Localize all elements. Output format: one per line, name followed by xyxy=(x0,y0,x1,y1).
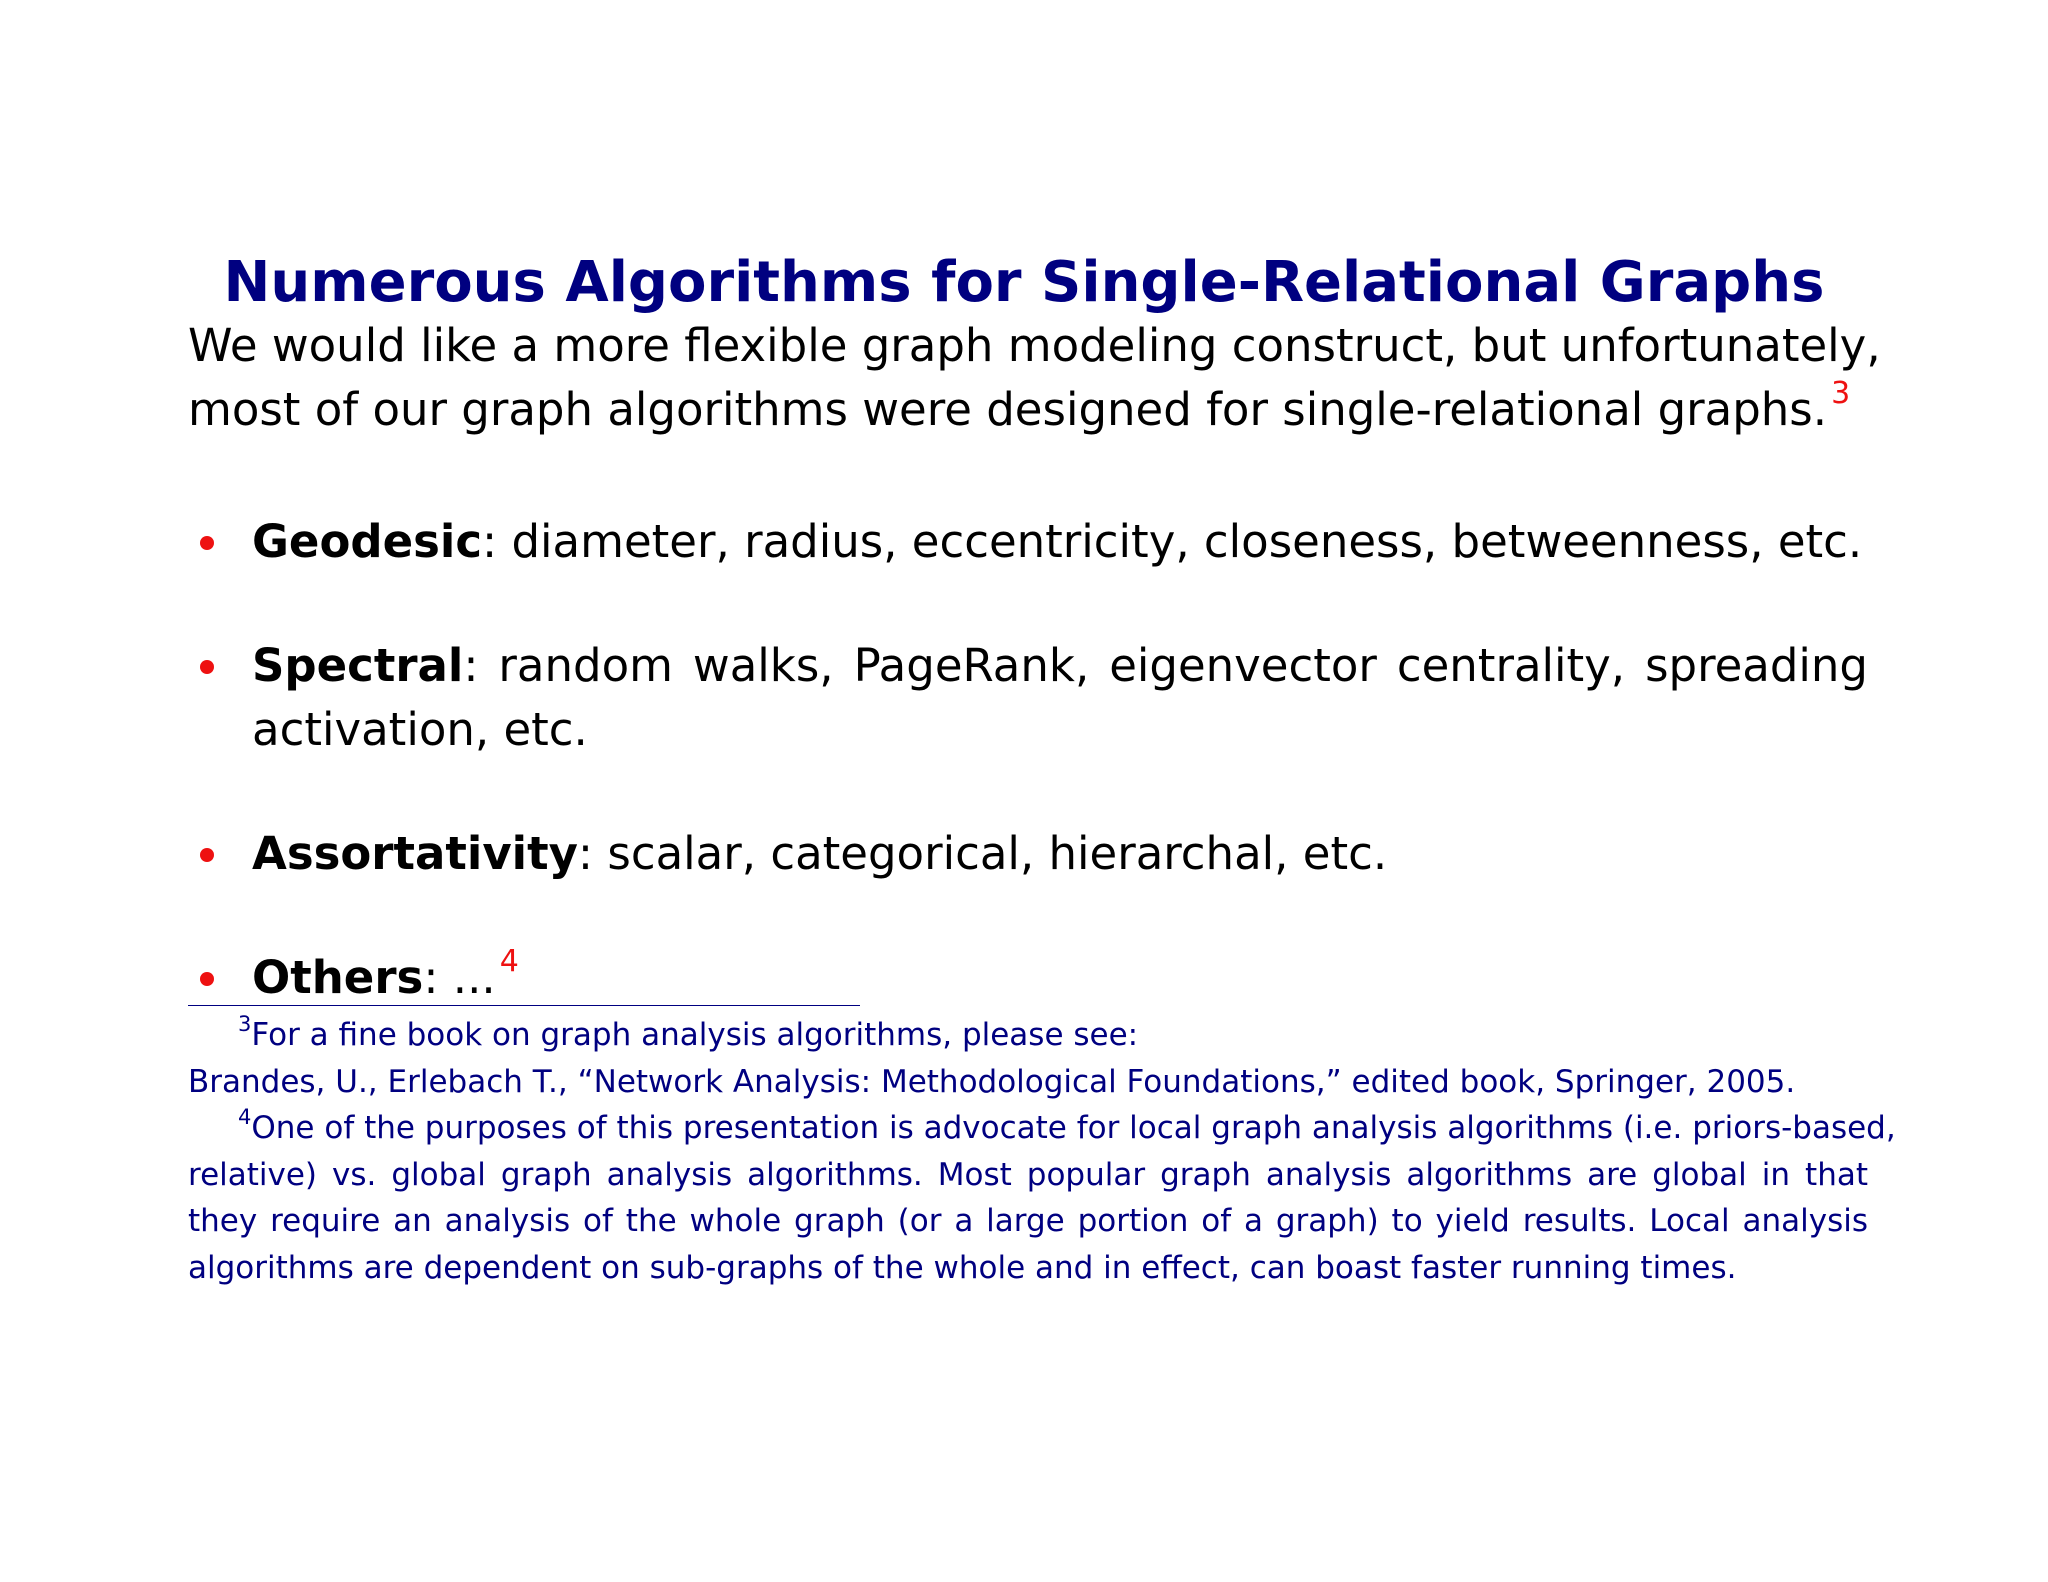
intro-line-1: We would like a more flexible graph modeling construct, but unfortunately, xyxy=(188,319,1881,372)
bullet-line xyxy=(252,946,1868,1010)
footnote-number-4: 4 xyxy=(238,1105,252,1129)
bullet-text: : random walks, PageRank, eigenvector centrality, spreading xyxy=(463,639,1868,692)
intro-paragraph xyxy=(188,314,1881,442)
bullet-dot-icon xyxy=(200,536,214,550)
footnote-4-line-1 xyxy=(188,1105,1896,1152)
footnote-3-line-2: Brandes, U., Erlebach T., “Network Analysis: Methodological Foundations,” edited book, Springer, 2005. xyxy=(188,1063,1796,1100)
bullet-line-continuation: activation, etc. xyxy=(252,703,588,756)
bullet-term: Geodesic xyxy=(252,515,482,568)
bullet-term: Assortativity xyxy=(252,827,578,880)
bullet-text: : diameter, radius, eccentricity, closeness, betweenness, etc. xyxy=(482,515,1863,568)
footnote-divider xyxy=(188,1005,860,1006)
footnote-4-line-2: relative) vs. global graph analysis algorithms. Most popular graph analysis algorithms are global in that xyxy=(188,1156,1868,1193)
bullet-line xyxy=(252,822,1868,886)
bullet-dot-icon xyxy=(200,660,214,674)
intro-line-2-text: most of our graph algorithms were designed for single-relational graphs. xyxy=(188,383,1828,436)
footnote-text: For a fine book on graph analysis algorithms, please see: xyxy=(251,1017,1139,1053)
bullet-dot-icon xyxy=(200,848,214,862)
bullet-text: : scalar, categorical, hierarchal, etc. xyxy=(577,827,1388,880)
footnote-number-3: 3 xyxy=(238,1012,252,1036)
slide-title: Numerous Algorithms for Single-Relational Graphs xyxy=(223,250,1825,315)
bullet-term: Others xyxy=(252,951,424,1004)
bullet-line xyxy=(252,510,1868,574)
footnote-4-line-4: algorithms are dependent on sub-graphs of the whole and in effect, can boast faster running times. xyxy=(188,1249,1737,1286)
footnote-mark-4: 4 xyxy=(499,944,519,979)
bullet-text: : ... xyxy=(423,951,496,1004)
footnote-mark-3: 3 xyxy=(1831,376,1851,411)
intro-line-2 xyxy=(188,378,1868,442)
footnote-3-line-1 xyxy=(188,1012,1868,1059)
bullet-line xyxy=(252,634,1868,698)
footnote-text: One of the purposes of this presentation is advocate for local graph analysis algorithms (i.e. priors-based, xyxy=(251,1110,1896,1146)
bullet-term: Spectral xyxy=(252,639,464,692)
bullet-dot-icon xyxy=(200,972,214,986)
footnotes xyxy=(188,1012,1896,1291)
footnote-4-line-3: they require an analysis of the whole graph (or a large portion of a graph) to yield results. Local analysis xyxy=(188,1203,1868,1239)
